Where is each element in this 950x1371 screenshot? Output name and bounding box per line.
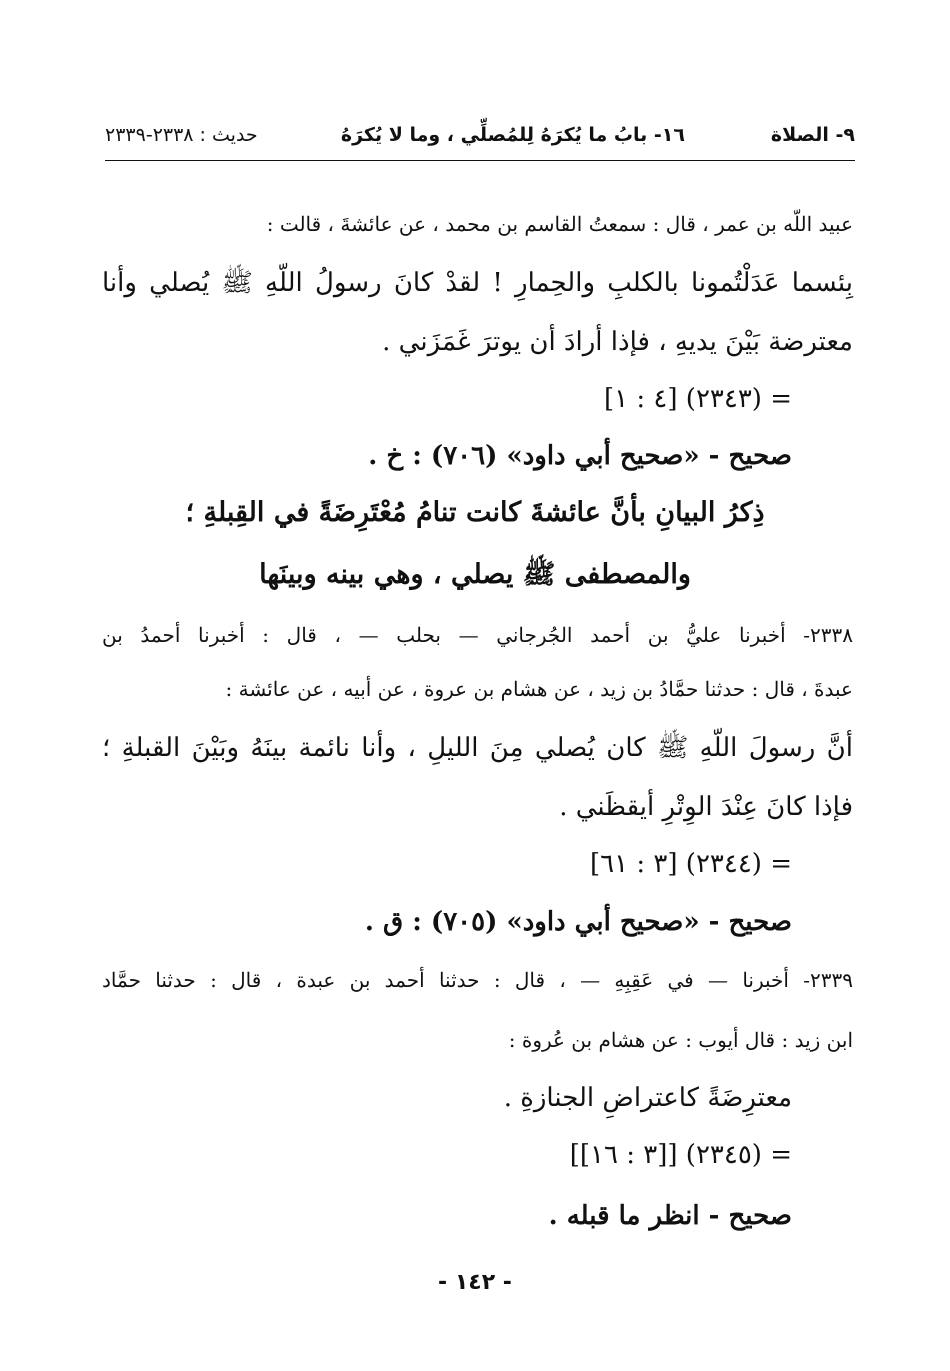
running-head bbox=[105, 120, 855, 152]
grading-line-2: صحيح - «صحيح أبي داود» (٧٠٥) : ق . bbox=[364, 907, 792, 937]
hadith-2338-text-2: فإذا كانَ عِنْدَ الوِتْرِ أيقظَني . bbox=[559, 792, 853, 822]
hadith-2338-chain-2: عبدةَ ، قال : حدثنا حمَّادُ بن زيد ، عن هشام بن عروة ، عن أبيه ، عن عائشة : bbox=[225, 677, 853, 701]
text-line-1: عبيد اللّه بن عمر ، قال : سمعتُ القاسم بن محمد ، عن عائشةَ ، قالت : bbox=[266, 212, 853, 236]
hadith-2338-chain-1: ٢٣٣٨- أخبرنا عليُّ بن أحمد الجُرجاني — بحلب — ، قال : أخبرنا أحمدُ بن bbox=[102, 623, 853, 647]
section-heading-line-2: والمصطفى ﷺ يصلي ، وهي بينه وبينَها bbox=[259, 559, 691, 590]
takhrij-line-1: = (٢٣٤٣) [٤ : ١] bbox=[603, 384, 792, 414]
takhrij-line-2: = (٢٣٤٤) [٣ : ٦١] bbox=[590, 849, 792, 879]
text-line-2: بِئسما عَدَلْتُمونا بالكلبِ والحِمارِ ! لقدْ كانَ رسولُ اللّهِ ﷺ يُصلي وأنا bbox=[102, 268, 853, 298]
page-number: - ١٤٢ - bbox=[438, 1270, 512, 1295]
running-head-book: ٩- الصلاة bbox=[770, 124, 855, 146]
hadith-2339-chain-1: ٢٣٣٩- أخبرنا — في عَقِبِهِ — ، قال : حدثنا أحمد بن عبدة ، قال : حدثنا حمَّاد bbox=[102, 968, 853, 992]
header-rule bbox=[105, 160, 855, 161]
hadith-2339-text: معترِضَةً كاعتراضِ الجنازةِ . bbox=[503, 1083, 792, 1113]
running-head-hadith-range: حديث : ٢٣٣٨-٢٣٣٩ bbox=[105, 124, 258, 146]
section-heading-line-1: ذِكرُ البيانِ بأنَّ عائشةَ كانت تنامُ مُعْتَرِضَةً في القِبلةِ ؛ bbox=[185, 497, 765, 528]
hadith-2338-text-1: أنَّ رسولَ اللّهِ ﷺ كان يُصلي مِنَ الليلِ ، وأنا نائمة بينَهُ وبَيْنَ القبلةِ ؛ bbox=[102, 733, 853, 763]
grading-line-3: صحيح - انظر ما قبله . bbox=[548, 1201, 792, 1231]
running-head-chapter: ١٦- بابُ ما يُكرَهُ لِلمُصلِّي ، وما لا يُكرَهُ bbox=[340, 124, 685, 146]
takhrij-line-3: = (٢٣٤٥) [[٣ : ١٦]] bbox=[569, 1140, 792, 1170]
grading-line-1: صحيح - «صحيح أبي داود» (٧٠٦) : خ . bbox=[368, 441, 792, 471]
text-line-3: معترضة بَيْنَ يديهِ ، فإذا أرادَ أن يوترَ غَمَزَني . bbox=[382, 327, 853, 357]
hadith-2339-chain-2: ابن زيد : قال أيوب : عن هشام بن عُروة : bbox=[508, 1028, 853, 1052]
